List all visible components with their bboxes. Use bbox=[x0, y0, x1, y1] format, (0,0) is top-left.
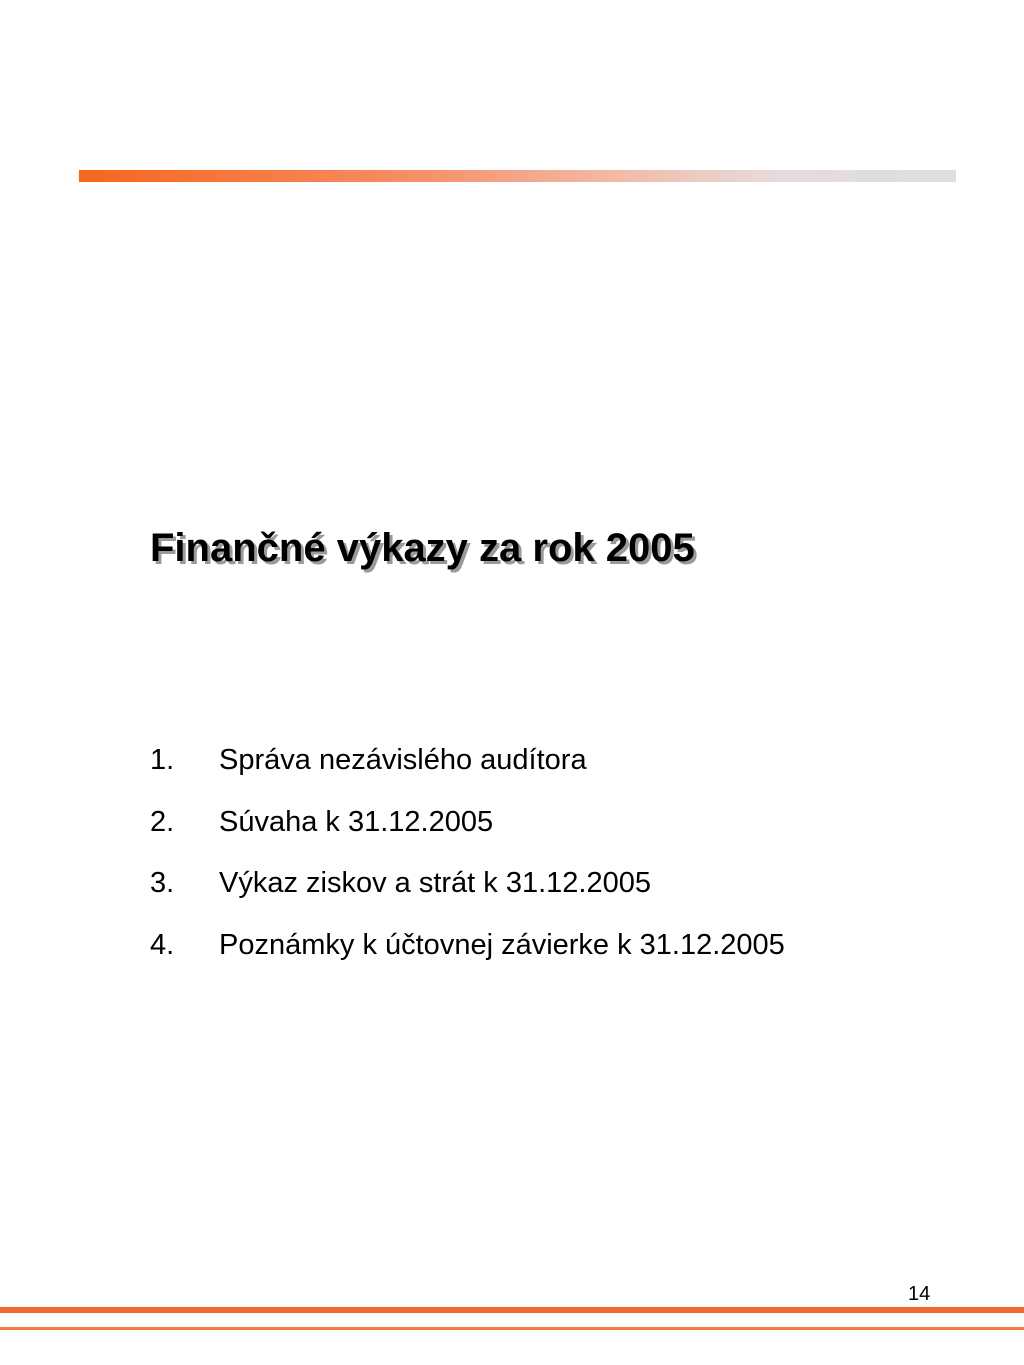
footer-rule-thin bbox=[0, 1327, 1024, 1330]
slide-title: Finančné výkazy za rok 2005 bbox=[150, 526, 695, 570]
list-item-number: 3. bbox=[150, 867, 175, 899]
page-number: 14 bbox=[908, 1283, 931, 1305]
contents-list bbox=[150, 738, 785, 984]
list-item-number: 1. bbox=[150, 744, 175, 776]
list-item bbox=[150, 861, 785, 923]
list-item bbox=[150, 738, 785, 800]
top-gradient-rule bbox=[79, 170, 956, 182]
list-item-text: Výkaz ziskov a strát k 31.12.2005 bbox=[219, 867, 651, 899]
list-item-text: Správa nezávislého audítora bbox=[219, 744, 587, 776]
list-item-number: 2. bbox=[150, 805, 175, 838]
list-item-text: Súvaha k 31.12.2005 bbox=[219, 805, 494, 838]
list-item-text: Poznámky k účtovnej závierke k 31.12.2005 bbox=[219, 928, 785, 961]
list-item bbox=[150, 800, 785, 862]
list-item-number: 4. bbox=[150, 928, 175, 961]
footer-rule-thick bbox=[0, 1307, 1024, 1313]
list-item bbox=[150, 923, 785, 985]
